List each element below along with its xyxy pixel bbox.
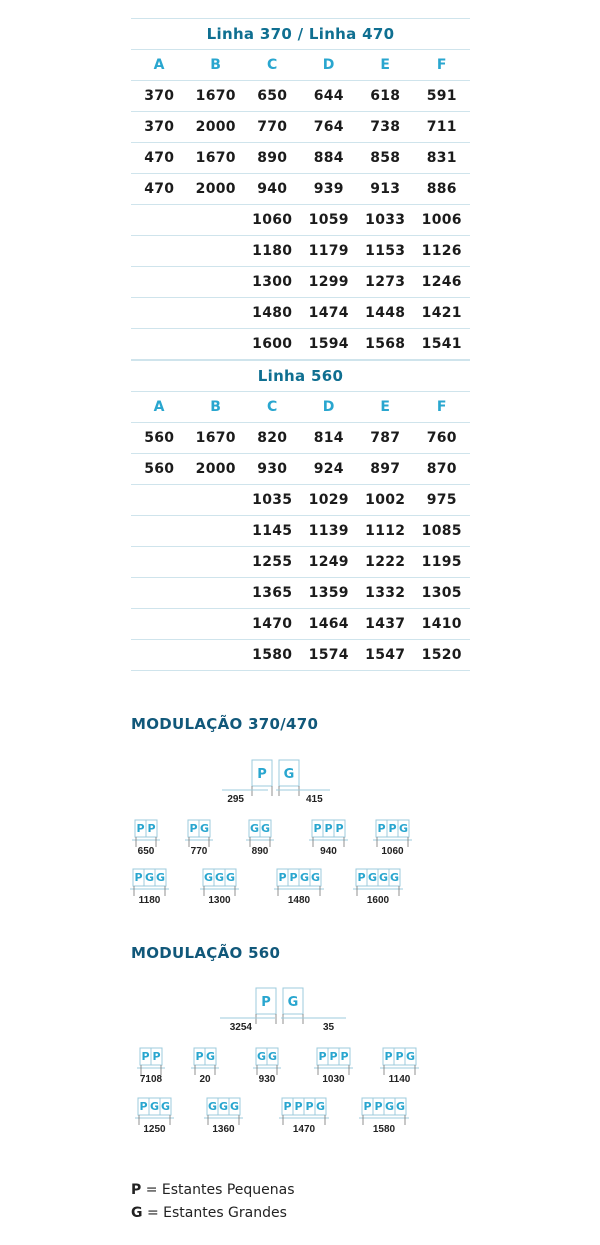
table-cell: 738 [357, 112, 414, 143]
module-560-pg [191, 1048, 219, 1085]
legend-p-text: = Estantes Pequenas [141, 1182, 295, 1198]
table-cell: 1600 [244, 329, 301, 360]
module-width-label: 1300 [208, 895, 231, 906]
table-cell: 2000 [188, 112, 245, 143]
module-560-ppp [314, 1048, 353, 1085]
table-cell: 764 [301, 112, 358, 143]
shelf-letter: P [363, 1100, 372, 1113]
table-cell: 939 [301, 174, 358, 205]
shelf-letter: P [139, 1100, 148, 1113]
table-cell: 1580 [244, 640, 301, 671]
table-cell: 1541 [414, 329, 471, 360]
shelf-letter: G [283, 767, 295, 782]
table-cell: 1421 [414, 298, 471, 329]
shelf-letter: P [324, 822, 333, 835]
shelf-letter: P [289, 871, 298, 884]
table-cell: 897 [357, 454, 414, 485]
module-560-ppgg [359, 1098, 409, 1135]
shelf-letter: P [318, 1050, 327, 1063]
single-module-p-560 [220, 988, 276, 1033]
shelf-letter: G [287, 995, 299, 1010]
table-cell: 370 [131, 81, 188, 112]
legend-g-letter: G [131, 1205, 143, 1221]
column-header: F [414, 50, 471, 81]
module-ppg [373, 820, 412, 857]
module-width-label: 1360 [212, 1124, 235, 1135]
shelf-letter: P [195, 1050, 204, 1063]
table-cell: 711 [414, 112, 471, 143]
shelf-letter: G [205, 1050, 216, 1063]
column-header: C [244, 392, 301, 423]
module-width-label: 1480 [287, 895, 311, 906]
table-cell: 1480 [244, 298, 301, 329]
column-header: E [357, 392, 414, 423]
module-width-label: 20 [199, 1074, 211, 1085]
shelf-letter: G [199, 822, 210, 835]
table-cell: 1126 [414, 236, 471, 267]
table-cell: 1464 [301, 609, 358, 640]
table-cell: 1060 [244, 205, 301, 236]
shelf-letter: P [384, 1050, 393, 1063]
module-ppp [309, 820, 348, 857]
table-cell: 940 [244, 174, 301, 205]
table-cell: 858 [357, 143, 414, 174]
module-560-pppg [279, 1098, 329, 1135]
table-cell: 2000 [188, 174, 245, 205]
table-cell: 787 [357, 423, 414, 454]
table-cell: 1332 [357, 578, 414, 609]
module-width-label: 1580 [372, 1124, 396, 1135]
table-cell: 1568 [357, 329, 414, 360]
table-cell: 1359 [301, 578, 358, 609]
table-cell: 1273 [357, 267, 414, 298]
shelf-letter: P [257, 767, 267, 782]
legend-g-text: = Estantes Grandes [142, 1205, 287, 1221]
shelf-letter: P [141, 1050, 150, 1063]
column-header: D [301, 50, 358, 81]
modulation-370-470-title: MODULAÇÃO 370/470 [131, 715, 319, 733]
table-cell: 1002 [357, 485, 414, 516]
table-cell: 470 [131, 174, 188, 205]
table-cell: 1299 [301, 267, 358, 298]
table-cell: 1145 [244, 516, 301, 547]
table-cell: 644 [301, 81, 358, 112]
table-cell: 1437 [357, 609, 414, 640]
table-cell: 1574 [301, 640, 358, 671]
table-cell: 1670 [188, 423, 245, 454]
table-cell: 924 [301, 454, 358, 485]
module-pgg [130, 869, 169, 906]
shelf-letter: P [136, 822, 145, 835]
table-cell: 1594 [301, 329, 358, 360]
shelf-letter: G [315, 1100, 326, 1113]
module-width-label: 1470 [292, 1124, 316, 1135]
module-width-label: 3254 [229, 1022, 252, 1033]
single-module-g [276, 760, 330, 805]
shelf-letter: G [299, 871, 310, 884]
table-cell: 591 [414, 81, 471, 112]
module-width-label: 650 [137, 846, 155, 857]
table-cell: 1179 [301, 236, 358, 267]
module-560-gg [253, 1048, 281, 1085]
column-header: A [131, 50, 188, 81]
modulation-560-title: MODULAÇÃO 560 [131, 944, 281, 962]
module-560-pgg [135, 1098, 174, 1135]
table-cell: 1085 [414, 516, 471, 547]
column-header: D [301, 392, 358, 423]
shelf-letter: G [249, 822, 260, 835]
shelf-letter: G [214, 871, 225, 884]
module-width-label: 930 [258, 1074, 276, 1085]
column-header: B [188, 392, 245, 423]
table-title: Linha 370 / Linha 470 [131, 19, 470, 50]
module-width-label: 1030 [322, 1074, 345, 1085]
module-560-ppg [380, 1048, 419, 1085]
table-cell: 884 [301, 143, 358, 174]
shelf-letter: P [147, 822, 156, 835]
module-pp [132, 820, 160, 857]
table-cell: 1670 [188, 143, 245, 174]
table-cell: 870 [414, 454, 471, 485]
table-cell: 814 [301, 423, 358, 454]
table-cell: 470 [131, 143, 188, 174]
module-width-label: 35 [323, 1022, 335, 1033]
module-560-pp [137, 1048, 165, 1085]
table-cell: 1139 [301, 516, 358, 547]
shelf-letter: P [377, 822, 386, 835]
table-cell: 1153 [357, 236, 414, 267]
shelf-letter: P [261, 995, 271, 1010]
shelf-letter: P [395, 1050, 404, 1063]
shelf-letter: G [225, 871, 236, 884]
shelf-letter: P [278, 871, 287, 884]
shelf-letter: G [229, 1100, 240, 1113]
shelf-letter: P [313, 822, 322, 835]
module-width-label: 890 [251, 846, 269, 857]
module-ppgg [274, 869, 324, 906]
module-width-label: 770 [190, 846, 208, 857]
column-header: B [188, 50, 245, 81]
column-header: E [357, 50, 414, 81]
table-cell: 1305 [414, 578, 471, 609]
table-cell: 1448 [357, 298, 414, 329]
module-width-label: 1600 [366, 895, 390, 906]
shelf-letter: G [310, 871, 321, 884]
table-cell: 1249 [301, 547, 358, 578]
shelf-letter: P [357, 871, 366, 884]
legend-p-letter: P [131, 1182, 142, 1198]
legend-g [131, 1205, 287, 1221]
table-cell: 1547 [357, 640, 414, 671]
table-cell: 1255 [244, 547, 301, 578]
module-width-label: 7108 [139, 1074, 163, 1085]
table-cell: 560 [131, 423, 188, 454]
table-cell: 2000 [188, 454, 245, 485]
table-cell: 1035 [244, 485, 301, 516]
shelf-letter: G [367, 871, 378, 884]
shelf-letter: P [283, 1100, 292, 1113]
table-cell: 1195 [414, 547, 471, 578]
shelf-letter: P [305, 1100, 314, 1113]
module-width-label: 1060 [381, 846, 404, 857]
table-cell: 930 [244, 454, 301, 485]
shelf-letter: G [260, 822, 271, 835]
table-cell: 913 [357, 174, 414, 205]
module-ggg [200, 869, 239, 906]
shelf-letter: G [160, 1100, 171, 1113]
table-cell: 886 [414, 174, 471, 205]
module-width-label: 940 [320, 846, 337, 857]
shelf-letter: G [203, 871, 214, 884]
shelf-letter: G [155, 871, 166, 884]
table-cell: 1246 [414, 267, 471, 298]
table-cell: 1222 [357, 547, 414, 578]
column-header: C [244, 50, 301, 81]
single-module-p [222, 760, 272, 805]
table-cell: 1300 [244, 267, 301, 298]
shelf-letter: P [374, 1100, 383, 1113]
table-cell: 1365 [244, 578, 301, 609]
table-cell: 1006 [414, 205, 471, 236]
table-cell: 760 [414, 423, 471, 454]
legend-p [131, 1182, 295, 1198]
shelf-letter: P [134, 871, 143, 884]
shelf-letter: G [207, 1100, 218, 1113]
shelf-letter: P [294, 1100, 303, 1113]
shelf-letter: P [335, 822, 344, 835]
table-cell: 1474 [301, 298, 358, 329]
table-cell: 1029 [301, 485, 358, 516]
table-cell: 650 [244, 81, 301, 112]
table-cell: 1033 [357, 205, 414, 236]
module-width-label: 295 [227, 794, 244, 805]
table-cell: 1112 [357, 516, 414, 547]
shelf-letter: G [398, 822, 409, 835]
shelf-letter: P [329, 1050, 338, 1063]
shelf-letter: G [267, 1050, 278, 1063]
table-cell: 618 [357, 81, 414, 112]
table-cell: 770 [244, 112, 301, 143]
table-cell: 975 [414, 485, 471, 516]
module-width-label: 1140 [388, 1074, 411, 1085]
shelf-letter: P [388, 822, 397, 835]
shelf-letter: G [149, 1100, 160, 1113]
table-cell: 1180 [244, 236, 301, 267]
column-header: F [414, 392, 471, 423]
module-width-label: 1180 [138, 895, 161, 906]
table-cell: 560 [131, 454, 188, 485]
module-pg [185, 820, 213, 857]
shelf-letter: G [256, 1050, 267, 1063]
shelf-letter: G [218, 1100, 229, 1113]
table-title: Linha 560 [131, 361, 470, 392]
table-cell: 1520 [414, 640, 471, 671]
table-cell: 1670 [188, 81, 245, 112]
module-width-label: 1250 [143, 1124, 166, 1135]
shelf-letter: G [144, 871, 155, 884]
table-cell: 1059 [301, 205, 358, 236]
table-cell: 820 [244, 423, 301, 454]
shelf-letter: P [152, 1050, 161, 1063]
single-module-g-560 [281, 988, 346, 1033]
table-cell: 831 [414, 143, 471, 174]
module-gg [246, 820, 274, 857]
shelf-letter: P [340, 1050, 349, 1063]
shelf-letter: P [189, 822, 198, 835]
table-cell: 890 [244, 143, 301, 174]
shelf-letter: G [384, 1100, 395, 1113]
module-560-ggg [204, 1098, 243, 1135]
shelf-letter: G [405, 1050, 416, 1063]
column-header: A [131, 392, 188, 423]
table-cell: 370 [131, 112, 188, 143]
shelf-letter: G [395, 1100, 406, 1113]
table-cell: 1470 [244, 609, 301, 640]
module-width-label: 415 [306, 794, 323, 805]
module-pggg [353, 869, 403, 906]
shelf-letter: G [389, 871, 400, 884]
shelf-letter: G [378, 871, 389, 884]
table-cell: 1410 [414, 609, 471, 640]
